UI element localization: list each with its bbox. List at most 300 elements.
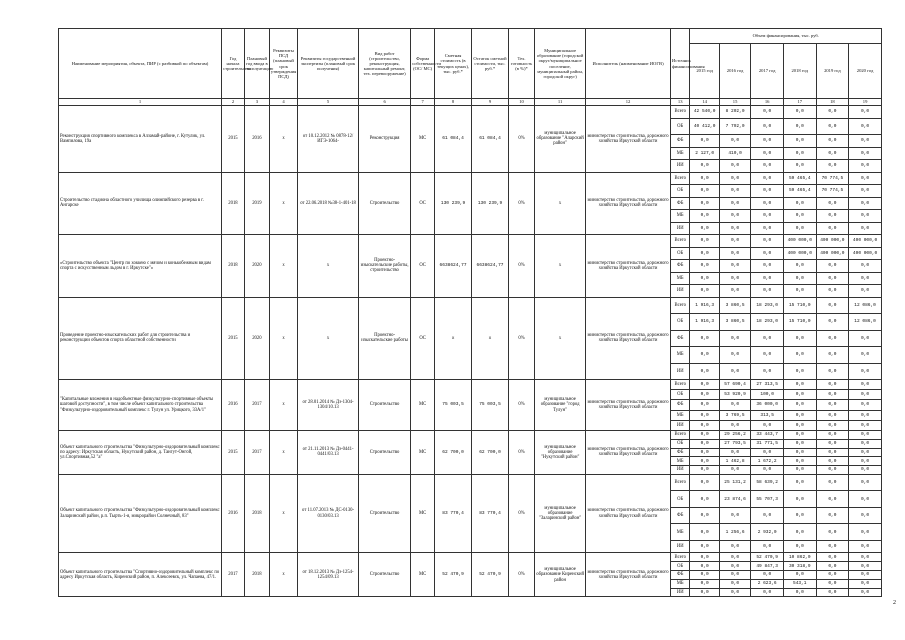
- funding-value: 0,0: [783, 363, 816, 380]
- funding-value: 0,0: [816, 297, 849, 314]
- funding-value: 0,0: [849, 448, 882, 457]
- funding-value: 2 932,0: [751, 524, 784, 541]
- row-municipality: муниципальное образование Киренский район: [535, 553, 586, 597]
- funding-value: 0,0: [849, 147, 882, 160]
- row-readiness: 0%: [508, 172, 534, 235]
- funding-value: 0,0: [783, 160, 816, 173]
- funding-value: 0,0: [690, 247, 719, 260]
- column-numbers-row: [59, 99, 882, 106]
- table-row: [59, 297, 882, 314]
- column-number: 1: [59, 99, 222, 106]
- funding-source: МБ: [670, 210, 690, 223]
- funding-value: 0,0: [849, 185, 882, 198]
- funding-value: 0,0: [751, 222, 784, 235]
- row-year-plan: 2019: [244, 172, 269, 235]
- funding-value: 0,0: [816, 448, 849, 457]
- funding-value: 36 000,0: [751, 400, 784, 410]
- funding-value: 0,0: [719, 400, 751, 410]
- funding-value: 0,0: [849, 420, 882, 430]
- funding-value: 0,0: [783, 400, 816, 410]
- funding-value: 0,0: [751, 135, 784, 148]
- header-year: 2019 год: [816, 44, 849, 99]
- funding-source: Всего: [670, 172, 690, 185]
- header-expertise: Реквизиты государственной экспертизы (плановый срок получения): [298, 29, 359, 99]
- table-row: [59, 235, 882, 248]
- column-number: 18: [816, 99, 849, 106]
- funding-source: ФБ: [670, 197, 690, 210]
- funding-source: МБ: [670, 347, 690, 364]
- funding-value: 0,0: [751, 147, 784, 160]
- funding-source: Всего: [670, 106, 690, 119]
- funding-value: 2 623,6: [751, 579, 784, 588]
- row-ownership: МС: [411, 553, 435, 597]
- row-work-type: Проектно-изыскательские работы, строительство: [359, 235, 411, 298]
- row-executor: министерство строительства, дорожного хозяйства Иркутской области: [586, 430, 671, 474]
- funding-value: 0,0: [816, 553, 849, 562]
- funding-value: 0,0: [816, 197, 849, 210]
- funding-value: 0,0: [690, 540, 719, 553]
- funding-value: 15 710,0: [783, 314, 816, 331]
- funding-value: 0,0: [751, 540, 784, 553]
- funding-value: 18 293,0: [751, 314, 784, 331]
- funding-value: 0,0: [751, 448, 784, 457]
- row-ownership: МС: [411, 430, 435, 474]
- funding-value: 0,0: [751, 106, 784, 119]
- funding-value: 0,0: [751, 118, 784, 135]
- row-expertise: от 21.11.2013 № Дз-0441-0441/03.13: [298, 430, 359, 474]
- funding-value: 0,0: [751, 571, 784, 580]
- funding-value: 0,0: [690, 135, 719, 148]
- funding-value: 0,0: [816, 524, 849, 541]
- row-name: Строительство стадиона областного училища олимпийского резерва в г. Ангарске: [59, 172, 222, 235]
- funding-value: 0,0: [816, 160, 849, 173]
- funding-value: 0,0: [719, 260, 751, 273]
- funding-value: 0,0: [690, 524, 719, 541]
- funding-value: 0,0: [719, 185, 751, 198]
- funding-value: 100,0: [751, 390, 784, 400]
- funding-source: ФБ: [670, 507, 690, 524]
- funding-value: 0,0: [816, 491, 849, 508]
- funding-value: 29 256,2: [719, 430, 751, 439]
- funding-value: 52 470,9: [751, 553, 784, 562]
- funding-value: 1 916,3: [690, 297, 719, 314]
- funding-value: 0,0: [849, 579, 882, 588]
- funding-value: 0,0: [816, 410, 849, 420]
- row-ownership: МС: [411, 474, 435, 553]
- funding-value: 0,0: [816, 147, 849, 160]
- funding-value: 0,0: [783, 118, 816, 135]
- row-year-start: 2015: [222, 430, 245, 474]
- row-executor: министерство строительства, дорожного хозяйства Иркутской области: [586, 297, 671, 380]
- funding-value: 10 862,0: [783, 553, 816, 562]
- table-row: [59, 430, 882, 439]
- funding-source: МБ: [670, 410, 690, 420]
- funding-value: 0,0: [751, 347, 784, 364]
- row-work-type: Строительство: [359, 380, 411, 431]
- funding-value: 0,0: [783, 540, 816, 553]
- funding-value: 12 086,0: [849, 297, 882, 314]
- funding-value: 0,0: [849, 457, 882, 466]
- row-year-plan: 2016: [244, 106, 269, 173]
- funding-source: ОБ: [670, 390, 690, 400]
- funding-source: Всего: [670, 553, 690, 562]
- funding-source: МБ: [670, 457, 690, 466]
- row-ownership: ОС: [411, 297, 435, 380]
- row-remain-cost: 83 770,4: [472, 474, 509, 553]
- funding-value: 0,0: [719, 285, 751, 298]
- column-number: 19: [849, 99, 882, 106]
- row-readiness: 0%: [508, 380, 534, 431]
- funding-value: 0,0: [816, 571, 849, 580]
- funding-value: 0,0: [849, 222, 882, 235]
- funding-source: ОБ: [670, 491, 690, 508]
- funding-source: ФБ: [670, 330, 690, 347]
- funding-value: 58 639,2: [751, 474, 784, 491]
- row-year-plan: 2020: [244, 297, 269, 380]
- column-number: 3: [244, 99, 269, 106]
- funding-value: 0,0: [849, 588, 882, 597]
- funding-source: ИИ: [670, 160, 690, 173]
- funding-value: 0,0: [816, 474, 849, 491]
- column-number: 14: [690, 99, 719, 106]
- funding-value: 0,0: [783, 524, 816, 541]
- funding-value: 0,0: [849, 390, 882, 400]
- funding-value: 33 443,7: [751, 430, 784, 439]
- header-psd: Реквизиты ПСД (плановый срок утверждения ПСД): [269, 29, 297, 99]
- funding-value: 0,0: [816, 135, 849, 148]
- funding-value: 0,0: [783, 197, 816, 210]
- funding-source: ОБ: [670, 439, 690, 448]
- row-executor: министерство строительства, дорожного хозяйства Иркутской области: [586, 172, 671, 235]
- funding-source: МБ: [670, 272, 690, 285]
- funding-value: 0,0: [783, 347, 816, 364]
- funding-value: 0,0: [719, 272, 751, 285]
- funding-value: 0,0: [783, 491, 816, 508]
- funding-value: 0,0: [783, 410, 816, 420]
- funding-value: 0,0: [690, 430, 719, 439]
- funding-value: 0,0: [719, 330, 751, 347]
- funding-value: 0,0: [816, 420, 849, 430]
- table-row: [59, 474, 882, 491]
- funding-source: Всего: [670, 235, 690, 248]
- funding-value: 0,0: [719, 363, 751, 380]
- row-year-start: 2018: [222, 235, 245, 298]
- row-municipality: муниципальное образование "Аларский район": [535, 106, 586, 173]
- funding-value: 0,0: [849, 330, 882, 347]
- row-readiness: 0%: [508, 235, 534, 298]
- funding-value: 0,0: [719, 197, 751, 210]
- funding-value: 0,0: [783, 260, 816, 273]
- row-est-cost: 6638624,77: [435, 235, 472, 298]
- column-number: 5: [298, 99, 359, 106]
- funding-value: 27 313,5: [751, 380, 784, 390]
- funding-value: 0,0: [751, 185, 784, 198]
- funding-value: 3 860,5: [719, 297, 751, 314]
- column-number: 6: [359, 99, 411, 106]
- funding-value: 0,0: [690, 420, 719, 430]
- funding-value: 0,0: [816, 457, 849, 466]
- funding-value: 0,0: [783, 135, 816, 148]
- funding-value: 0,0: [849, 439, 882, 448]
- row-expertise: от 18.12.2013 № Дз-1254-1254/09.13: [298, 553, 359, 597]
- funding-value: 0,0: [783, 106, 816, 119]
- funding-value: 0,0: [783, 466, 816, 475]
- funding-source: Всего: [670, 430, 690, 439]
- funding-source: ОБ: [670, 562, 690, 571]
- funding-value: 18 293,0: [751, 297, 784, 314]
- header-municipality: Муниципальное образование (городской округ/муниципальное поселение, муниципальный район, городской округ): [535, 29, 586, 99]
- funding-value: 59 465,4: [783, 172, 816, 185]
- header-row: [59, 29, 882, 44]
- funding-source: ОБ: [670, 185, 690, 198]
- row-est-cost: 75 003,5: [435, 380, 472, 431]
- funding-value: 0,0: [751, 210, 784, 223]
- row-readiness: 0%: [508, 474, 534, 553]
- row-work-type: Строительство: [359, 430, 411, 474]
- funding-value: 0,0: [751, 285, 784, 298]
- funding-value: 30 318,9: [783, 562, 816, 571]
- funding-source: ФБ: [670, 260, 690, 273]
- funding-value: 0,0: [690, 185, 719, 198]
- funding-value: 0,0: [849, 285, 882, 298]
- row-year-plan: 2018: [244, 474, 269, 553]
- funding-value: 0,0: [783, 588, 816, 597]
- row-remain-cost: 61 084,4: [472, 106, 509, 173]
- funding-value: 25 131,2: [719, 474, 751, 491]
- row-expertise: от 28.01.2014 № Дз-1304-1304/10.13: [298, 380, 359, 431]
- funding-value: 0,0: [849, 210, 882, 223]
- column-number: 10: [508, 99, 534, 106]
- funding-value: 0,0: [816, 118, 849, 135]
- header-name: Наименование мероприятия, объекта, ПИР (с разбивкой по объектам): [59, 29, 222, 99]
- funding-value: 0,0: [690, 172, 719, 185]
- funding-value: 0,0: [690, 272, 719, 285]
- funding-value: 0,0: [719, 562, 751, 571]
- funding-value: 3 860,5: [719, 314, 751, 331]
- row-expertise: от 22.06.2018 №38-1-401-18: [298, 172, 359, 235]
- funding-value: 0,0: [849, 507, 882, 524]
- row-municipality: муниципальное образование "Заларинский район": [535, 474, 586, 553]
- funding-value: 0,0: [816, 363, 849, 380]
- page-mark: 2: [893, 600, 896, 606]
- funding-value: 0,0: [690, 562, 719, 571]
- column-number: 7: [411, 99, 435, 106]
- funding-value: 0,0: [690, 439, 719, 448]
- column-number: 16: [751, 99, 784, 106]
- funding-source: ОБ: [670, 247, 690, 260]
- funding-value: 0,0: [751, 420, 784, 430]
- funding-value: 0,0: [690, 553, 719, 562]
- funding-value: 0,0: [783, 147, 816, 160]
- document-sheet: [58, 28, 882, 597]
- investment-table: [58, 28, 882, 597]
- funding-value: 0,0: [849, 380, 882, 390]
- funding-value: 49 847,3: [751, 562, 784, 571]
- funding-value: 0,0: [849, 400, 882, 410]
- column-number: 17: [783, 99, 816, 106]
- row-name: Объект капитального строительства "Физкультурно-оздоровительный комплекс по адресу: Иркутская область, Нукутский район, д. Тангут-Онгой, ул.Спортивная,52 "а": [59, 430, 222, 474]
- funding-value: 0,0: [783, 474, 816, 491]
- funding-source: ИИ: [670, 540, 690, 553]
- funding-value: 0,0: [849, 260, 882, 273]
- header-year: 2016 год: [719, 44, 751, 99]
- funding-value: 0,0: [816, 210, 849, 223]
- row-executor: министерство строительства, дорожного хозяйства Иркутской области: [586, 553, 671, 597]
- row-ownership: МС: [411, 380, 435, 431]
- row-executor: министерство строительства, дорожного хозяйства Иркутской области: [586, 474, 671, 553]
- funding-value: 0,0: [719, 135, 751, 148]
- funding-value: 0,0: [690, 588, 719, 597]
- row-municipality: муниципальное образование "Нукутский район": [535, 430, 586, 474]
- funding-value: 0,0: [719, 210, 751, 223]
- column-number: 11: [535, 99, 586, 106]
- header-remain-cost: Остаток сметной стоимости, тыс. руб.*: [472, 29, 509, 99]
- funding-value: 31 771,5: [751, 439, 784, 448]
- funding-value: 0,0: [719, 579, 751, 588]
- row-ownership: ОС: [411, 235, 435, 298]
- row-year-start: 2018: [222, 172, 245, 235]
- row-year-plan: 2017: [244, 380, 269, 431]
- funding-value: 1 462,8: [719, 457, 751, 466]
- funding-value: 0,0: [783, 380, 816, 390]
- funding-value: 40 412,0: [690, 118, 719, 135]
- funding-value: 0,0: [816, 466, 849, 475]
- funding-value: 0,0: [849, 347, 882, 364]
- column-number: 9: [472, 99, 509, 106]
- funding-value: 0,0: [816, 562, 849, 571]
- funding-value: 0,0: [751, 588, 784, 597]
- funding-value: 0,0: [849, 571, 882, 580]
- funding-value: 0,0: [690, 390, 719, 400]
- row-est-cost: 83 770,4: [435, 474, 472, 553]
- funding-value: 0,0: [690, 400, 719, 410]
- funding-value: 0,0: [816, 390, 849, 400]
- funding-source: Всего: [670, 474, 690, 491]
- row-year-start: 2015: [222, 297, 245, 380]
- row-name: Проведение проектно-изыскательских работ для строительства и реконструкции объектов спорта областной собственности: [59, 297, 222, 380]
- funding-value: 0,0: [849, 553, 882, 562]
- funding-value: 0,0: [690, 197, 719, 210]
- table-body: [59, 106, 882, 597]
- funding-source: ИИ: [670, 285, 690, 298]
- funding-value: 8 202,0: [719, 106, 751, 119]
- funding-value: 0,0: [751, 247, 784, 260]
- funding-value: 0,0: [690, 210, 719, 223]
- row-executor: министерство строительства, дорожного хозяйства Иркутской области: [586, 106, 671, 173]
- funding-value: 7 792,0: [719, 118, 751, 135]
- funding-value: 0,0: [849, 106, 882, 119]
- funding-source: МБ: [670, 524, 690, 541]
- table-row: [59, 553, 882, 562]
- funding-value: 0,0: [816, 330, 849, 347]
- row-name: Реконструкция спортивного комплекса в Алзамай-районе, г. Кутулик, ул. Вампилова, 19а: [59, 106, 222, 173]
- row-year-start: 2016: [222, 474, 245, 553]
- column-number: 4: [269, 99, 297, 106]
- row-readiness: 0%: [508, 430, 534, 474]
- row-psd: х: [269, 430, 297, 474]
- funding-value: 0,0: [719, 571, 751, 580]
- funding-value: 0,0: [783, 330, 816, 347]
- funding-value: 0,0: [690, 160, 719, 173]
- funding-value: 0,0: [816, 540, 849, 553]
- row-psd: х: [269, 106, 297, 173]
- funding-source: ОБ: [670, 314, 690, 331]
- row-year-plan: 2020: [244, 235, 269, 298]
- funding-value: 3 769,5: [719, 410, 751, 420]
- row-name: Объект капитального строительства "Физкультурно-оздоровительный комплекс Заларинский район, р.п. Тырть-1-я, микрорайон Солнечный, 83": [59, 474, 222, 553]
- funding-value: 0,0: [690, 448, 719, 457]
- row-psd: х: [269, 553, 297, 597]
- funding-value: 0,0: [690, 260, 719, 273]
- row-readiness: 0%: [508, 553, 534, 597]
- row-name: "Капитальные вложения в надобъектные физкультурно-спортивные объекты шаговой доступности", в том числе объект капитального строительства "Физкультурно-оздоровительный комплекс г. Тулун ул. Урицкого, 33А/1": [59, 380, 222, 431]
- header-year: 2015 год: [690, 44, 719, 99]
- row-expertise: х: [298, 297, 359, 380]
- column-number: 8: [435, 99, 472, 106]
- row-est-cost: 61 084,4: [435, 106, 472, 173]
- funding-value: 410,0: [719, 147, 751, 160]
- funding-source: ФБ: [670, 135, 690, 148]
- funding-value: 0,0: [751, 235, 784, 248]
- funding-value: 1 916,3: [690, 314, 719, 331]
- funding-value: 0,0: [816, 314, 849, 331]
- funding-value: 0,0: [816, 439, 849, 448]
- funding-source: ФБ: [670, 571, 690, 580]
- row-remain-cost: 52 470,9: [472, 553, 509, 597]
- funding-value: 0,0: [719, 540, 751, 553]
- funding-value: 400 000,0: [849, 247, 882, 260]
- funding-value: 0,0: [783, 390, 816, 400]
- funding-value: 400 000,0: [849, 235, 882, 248]
- funding-value: 0,0: [816, 588, 849, 597]
- header-year: 2020 год: [849, 44, 882, 99]
- funding-source: ИИ: [670, 588, 690, 597]
- header-year-start: Год начала строительства: [222, 29, 245, 99]
- funding-value: 0,0: [690, 571, 719, 580]
- funding-value: 0,0: [783, 448, 816, 457]
- funding-value: 0,0: [751, 172, 784, 185]
- funding-value: 0,0: [690, 285, 719, 298]
- funding-value: 0,0: [690, 347, 719, 364]
- funding-value: 0,0: [751, 197, 784, 210]
- funding-value: 0,0: [849, 160, 882, 173]
- funding-value: 70 774,5: [816, 185, 849, 198]
- funding-value: 0,0: [816, 260, 849, 273]
- funding-value: 0,0: [816, 222, 849, 235]
- row-est-cost: х: [435, 297, 472, 380]
- row-municipality: х: [535, 297, 586, 380]
- row-municipality: х: [535, 235, 586, 298]
- funding-value: 1 672,2: [751, 457, 784, 466]
- funding-value: 1 256,6: [719, 524, 751, 541]
- funding-source: ИИ: [670, 466, 690, 475]
- funding-value: 0,0: [690, 380, 719, 390]
- funding-source: МБ: [670, 147, 690, 160]
- row-psd: х: [269, 297, 297, 380]
- funding-value: 0,0: [690, 466, 719, 475]
- funding-value: 0,0: [719, 507, 751, 524]
- row-ownership: ОС: [411, 172, 435, 235]
- funding-value: 0,0: [783, 210, 816, 223]
- funding-value: 0,0: [849, 363, 882, 380]
- row-expertise: от 11.07.2013 № ДС-0130-0130/03.13: [298, 474, 359, 553]
- funding-value: 0,0: [816, 507, 849, 524]
- table-row: [59, 106, 882, 119]
- funding-value: 55 707,3: [751, 491, 784, 508]
- row-executor: министерство строительства, дорожного хозяйства Иркутской области: [586, 235, 671, 298]
- funding-value: 70 774,5: [816, 172, 849, 185]
- funding-value: 400 000,0: [783, 235, 816, 248]
